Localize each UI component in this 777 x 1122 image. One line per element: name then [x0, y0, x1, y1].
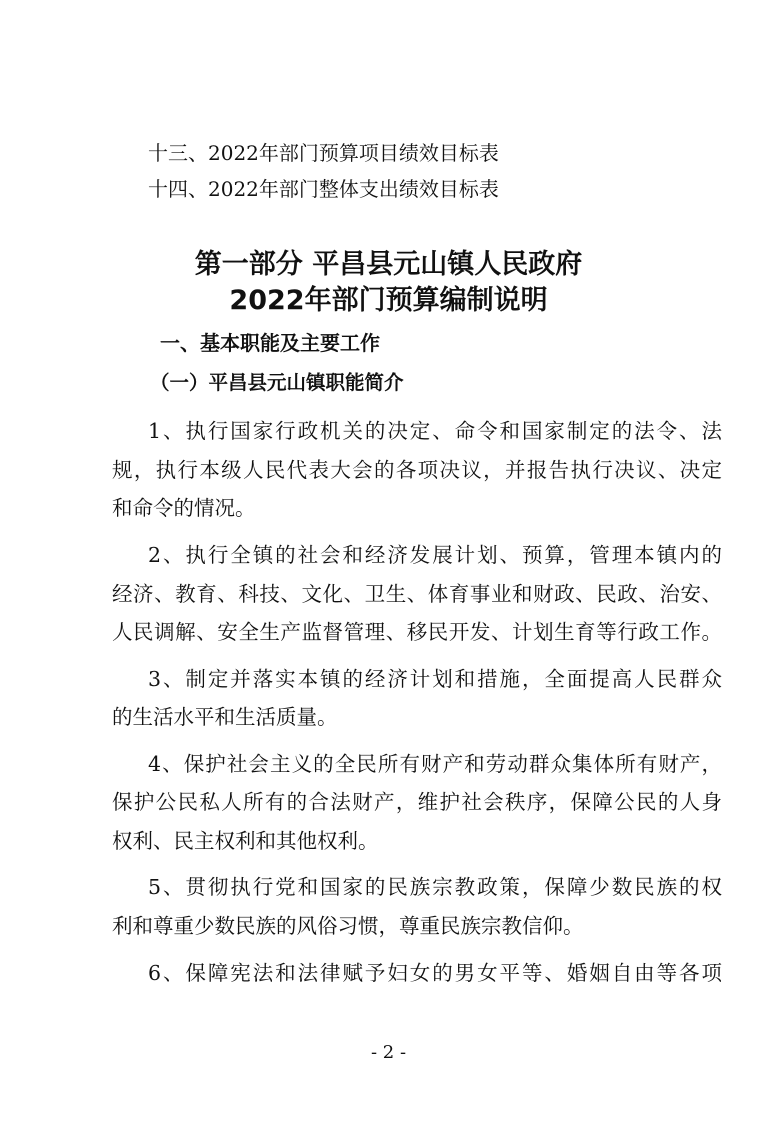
paragraph-line: 人民调解、安全生产监督管理、移民开发、计划生育等行政工作。	[112, 620, 722, 644]
paragraph-line: 4、保护社会主义的全民所有财产和劳动群众集体所有财产，	[148, 752, 722, 776]
page-number: - 2 -	[370, 1042, 407, 1063]
paragraph-line: 和命令的情况。	[112, 496, 256, 520]
paragraph-line: 1、执行国家行政机关的决定、命令和国家制定的法令、法	[148, 419, 722, 443]
paragraph-line: 6、保障宪法和法律赋予妇女的男女平等、婚姻自由等各项	[148, 961, 722, 985]
paragraph-line: 3、制定并落实本镇的经济计划和措施，全面提高人民群众	[148, 667, 722, 691]
paragraph-line: 权利、民主权利和其他权利。	[112, 829, 379, 853]
page-title-line1: 第一部分 平昌县元山镇人民政府	[194, 249, 583, 280]
paragraph-line: 利和尊重少数民族的风俗习惯，尊重民族宗教信仰。	[112, 914, 584, 938]
paragraph-line: 2、执行全镇的社会和经济发展计划、预算，管理本镇内的	[148, 543, 722, 567]
toc-item-13: 十三、2022年部门预算项目绩效目标表	[148, 141, 499, 165]
paragraph-line: 经济、教育、科技、文化、卫生、体育事业和财政、民政、治安、	[112, 582, 722, 606]
paragraph-line: 5、贯彻执行党和国家的民族宗教政策，保障少数民族的权	[148, 875, 722, 899]
paragraph-line: 的生活水平和生活质量。	[112, 705, 338, 729]
paragraph-line: 规，执行本级人民代表大会的各项决议，并报告执行决议、决定	[112, 458, 722, 482]
page-title-line2: 2022年部门预算编制说明	[229, 285, 548, 316]
section-heading: 一、基本职能及主要工作	[160, 331, 380, 355]
paragraph-line: 保护公民私人所有的合法财产，维护社会秩序，保障公民的人身	[112, 790, 722, 814]
subsection-heading: （一）平昌县元山镇职能简介	[150, 371, 404, 394]
toc-item-14: 十四、2022年部门整体支出绩效目标表	[148, 177, 499, 201]
